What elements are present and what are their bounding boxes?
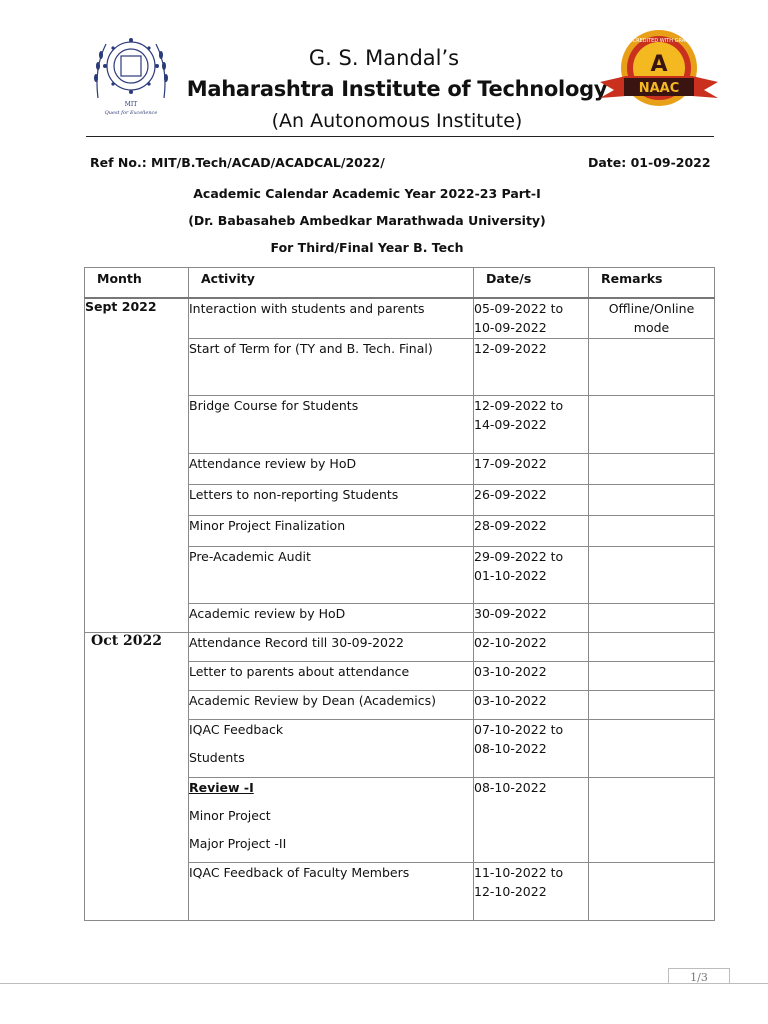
remarks-cell — [589, 632, 715, 661]
remarks-cell — [589, 777, 715, 862]
university-name: (Dr. Babasaheb Ambedkar Marathwada University) — [188, 213, 546, 228]
remarks-cell — [589, 603, 715, 632]
date-cell: 05-09-2022 to 10-09-2022 — [474, 298, 589, 338]
activity-cell: Academic Review by Dean (Academics) — [189, 690, 474, 719]
date-cell: 07-10-2022 to 08-10-2022 — [474, 719, 589, 777]
remarks-cell — [589, 395, 715, 453]
institute-name: Maharashtra Institute of Technology — [186, 77, 608, 101]
remarks-cell — [589, 719, 715, 777]
month-cell: Oct 2022 — [85, 632, 189, 920]
document-date: Date: 01-09-2022 — [588, 155, 711, 170]
document-header — [0, 0, 768, 140]
date-cell: 12-09-2022 to 14-09-2022 — [474, 395, 589, 453]
activity-cell: Start of Term for (TY and B. Tech. Final) — [189, 338, 474, 395]
remarks-cell — [589, 338, 715, 395]
mit-logo — [88, 28, 174, 122]
activity-cell: IQAC Feedback Students — [189, 719, 474, 777]
column-header-activity: Activity — [189, 268, 474, 299]
date-cell: 08-10-2022 — [474, 777, 589, 862]
activity-cell: Review -I Minor Project Major Project -II — [189, 777, 474, 862]
activity-cell: Attendance review by HoD — [189, 453, 474, 484]
activity-cell: Bridge Course for Students — [189, 395, 474, 453]
remarks-cell — [589, 862, 715, 920]
activity-cell: Interaction with students and parents — [189, 298, 474, 338]
svg-text:Quest for Excellence: Quest for Excellence — [104, 110, 158, 116]
activity-cell: Letter to parents about attendance — [189, 661, 474, 690]
calendar-title: Academic Calendar Academic Year 2022-23 Part-I — [193, 186, 541, 201]
footer-divider — [0, 983, 768, 984]
date-cell: 26-09-2022 — [474, 484, 589, 515]
activity-cell: IQAC Feedback of Faculty Members — [189, 862, 474, 920]
calendar-table — [84, 267, 715, 921]
column-header-remarks: Remarks — [589, 268, 715, 299]
year-subtitle: For Third/Final Year B. Tech — [270, 240, 464, 255]
activity-cell: Attendance Record till 30-09-2022 — [189, 632, 474, 661]
svg-text:NAAC: NAAC — [638, 81, 680, 96]
date-cell: 03-10-2022 — [474, 690, 589, 719]
date-cell: 11-10-2022 to 12-10-2022 — [474, 862, 589, 920]
date-cell: 29-09-2022 to 01-10-2022 — [474, 546, 589, 603]
header-divider — [86, 136, 714, 137]
date-cell: 02-10-2022 — [474, 632, 589, 661]
remarks-cell — [589, 661, 715, 690]
remarks-cell — [589, 546, 715, 603]
remarks-cell — [589, 515, 715, 546]
activity-cell: Academic review by HoD — [189, 603, 474, 632]
mandal-name: G. S. Mandal’s — [308, 46, 460, 70]
remarks-cell — [589, 690, 715, 719]
table-header-row — [85, 268, 715, 299]
date-cell: 28-09-2022 — [474, 515, 589, 546]
page-number: 1/3 — [668, 968, 730, 984]
remarks-cell: Offline/Online mode — [589, 298, 715, 338]
svg-text:ACCREDITED WITH GRADE: ACCREDITED WITH GRADE — [625, 38, 693, 44]
activity-cell: Letters to non-reporting Students — [189, 484, 474, 515]
table-row — [85, 632, 715, 661]
reference-number: Ref No.: MIT/B.Tech/ACAD/ACADCAL/2022/ — [90, 155, 385, 170]
date-cell: 03-10-2022 — [474, 661, 589, 690]
svg-text:MIT: MIT — [124, 101, 138, 108]
institute-subtitle: (An Autonomous Institute) — [271, 110, 523, 132]
naac-badge-logo — [596, 24, 722, 116]
column-header-month: Month — [85, 268, 189, 299]
date-cell: 30-09-2022 — [474, 603, 589, 632]
date-cell: 12-09-2022 — [474, 338, 589, 395]
activity-cell: Minor Project Finalization — [189, 515, 474, 546]
svg-text:A: A — [650, 52, 668, 77]
activity-cell: Pre-Academic Audit — [189, 546, 474, 603]
column-header-dates: Date/s — [474, 268, 589, 299]
month-cell: Sept 2022 — [85, 298, 189, 632]
date-cell: 17-09-2022 — [474, 453, 589, 484]
table-row — [85, 298, 715, 338]
remarks-cell — [589, 453, 715, 484]
remarks-cell — [589, 484, 715, 515]
